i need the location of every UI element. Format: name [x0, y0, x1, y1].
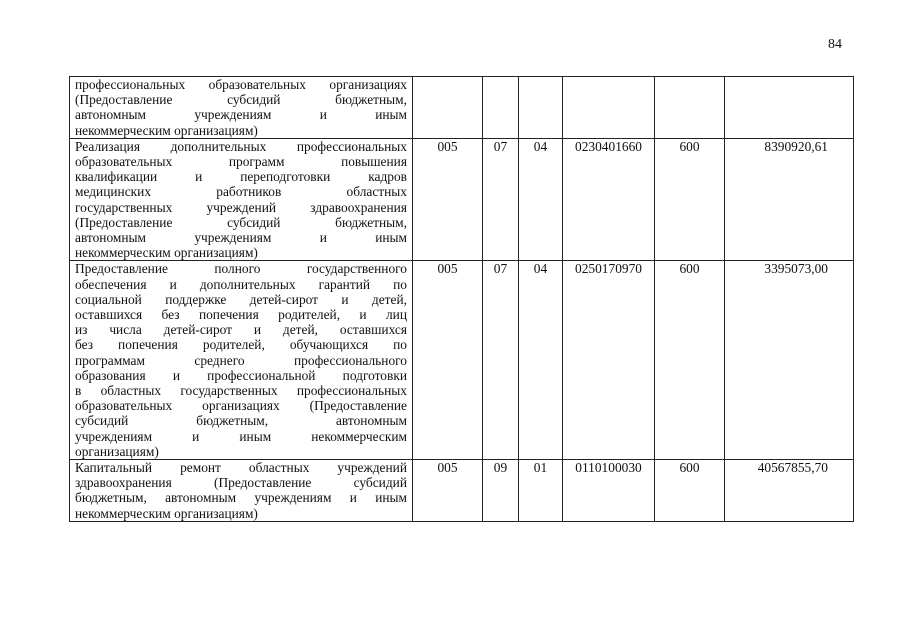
description-line: субсидий бюджетным, автономным — [75, 413, 407, 429]
expense-type-code — [655, 77, 725, 139]
description-line: без попечения родителей, обучающихся по — [75, 337, 407, 353]
table-row — [70, 77, 854, 139]
description-line: организациям) — [75, 443, 159, 459]
description-line: некоммерческим организациям) — [75, 245, 258, 261]
description-line: профессиональных образовательных организациях — [75, 77, 407, 92]
description-line: Реализация дополнительных профессиональных — [75, 138, 407, 154]
row-description — [70, 77, 413, 139]
amount-value: 40567855,70 — [725, 460, 854, 522]
table-body — [70, 77, 854, 522]
subsection-code: 01 — [519, 460, 563, 522]
description-line: программам среднего профессионального — [75, 352, 407, 368]
amount-value — [725, 77, 854, 139]
description-line: учреждениям и иным некоммерческим — [75, 428, 407, 444]
grbs-code: 005 — [413, 261, 483, 460]
subsection-code: 04 — [519, 261, 563, 460]
description-line: некоммерческим организациям) — [75, 505, 258, 521]
description-line: образования и профессиональной подготовки — [75, 367, 407, 383]
grbs-code: 005 — [413, 138, 483, 261]
description-line: государственных учреждений здравоохранения — [75, 199, 407, 215]
grbs-code: 005 — [413, 460, 483, 522]
expense-type-code: 600 — [655, 138, 725, 261]
description-line: (Предоставление субсидий бюджетным, — [75, 214, 407, 230]
amount-value: 8390920,61 — [725, 138, 854, 261]
description-line: автономным учреждениям и иным — [75, 230, 407, 246]
description-line: оставшихся без попечения родителей, и лиц — [75, 307, 407, 323]
target-item-code: 0230401660 — [563, 138, 655, 261]
expense-type-code: 600 — [655, 261, 725, 460]
description-line: здравоохранения (Предоставление субсидий — [75, 475, 407, 491]
target-item-code — [563, 77, 655, 139]
description-line: образовательных организациях (Предоставление — [75, 398, 407, 414]
section-code: 07 — [483, 138, 519, 261]
description-line: Капитальный ремонт областных учреждений — [75, 460, 407, 476]
description-line: в областных государственных профессиональных — [75, 383, 407, 399]
description-line: автономным учреждениям и иным — [75, 107, 407, 123]
description-line: (Предоставление субсидий бюджетным, — [75, 92, 407, 108]
description-line: некоммерческим организациям) — [75, 122, 258, 138]
expense-type-code: 600 — [655, 460, 725, 522]
table-row — [70, 460, 854, 522]
description-line: социальной поддержке детей-сирот и детей, — [75, 291, 407, 307]
row-description — [70, 460, 413, 522]
table-row — [70, 138, 854, 261]
description-line: квалификации и переподготовки кадров — [75, 169, 407, 185]
grbs-code — [413, 77, 483, 139]
table-row — [70, 261, 854, 460]
amount-value: 3395073,00 — [725, 261, 854, 460]
subsection-code: 04 — [519, 138, 563, 261]
description-line: бюджетным, автономным учреждениям и иным — [75, 490, 407, 506]
description-line: из числа детей-сирот и детей, оставшихся — [75, 322, 407, 338]
description-line: образовательных программ повышения — [75, 154, 407, 170]
subsection-code — [519, 77, 563, 139]
description-line: медицинских работников областных — [75, 184, 407, 200]
target-item-code: 0110100030 — [563, 460, 655, 522]
target-item-code: 0250170970 — [563, 261, 655, 460]
page-number: 84 — [828, 37, 842, 52]
section-code — [483, 77, 519, 139]
budget-table — [69, 76, 854, 522]
row-description — [70, 138, 413, 261]
description-line: Предоставление полного государственного — [75, 261, 407, 277]
description-line: обеспечения и дополнительных гарантий по — [75, 276, 407, 292]
section-code: 07 — [483, 261, 519, 460]
section-code: 09 — [483, 460, 519, 522]
row-description — [70, 261, 413, 460]
